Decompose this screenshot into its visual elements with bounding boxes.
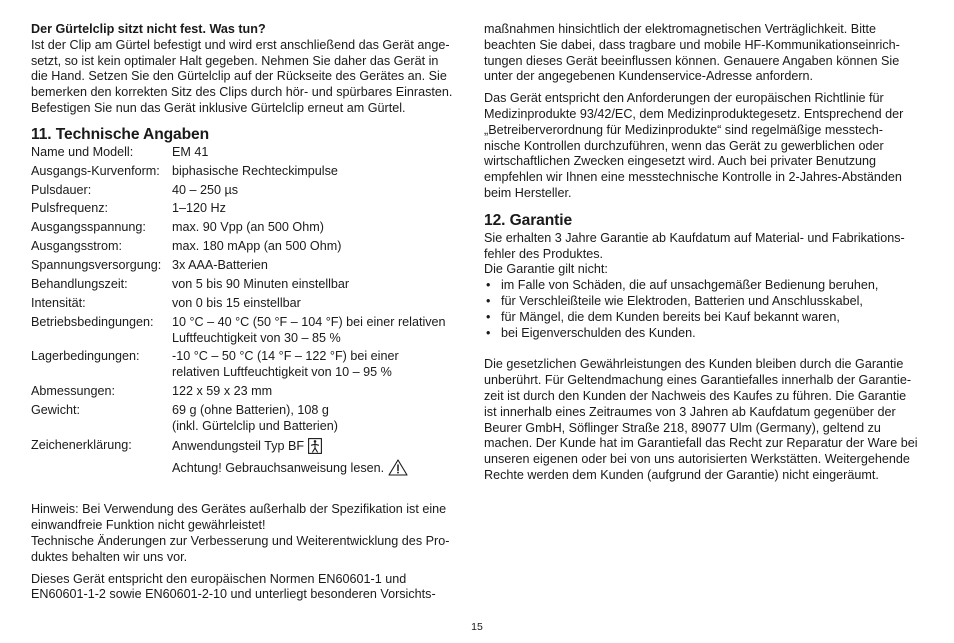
- text-line: Rechte werden dem Kunden (aufgrund der Garantie) nicht eingeräumt.: [484, 467, 879, 482]
- spec-value: EM 41: [172, 144, 209, 159]
- spec-key: Abmessungen:: [31, 384, 116, 399]
- text-line: Das Gerät entspricht den Anforderungen der europäischen Richtlinie für: [484, 91, 884, 106]
- text-line: Dieses Gerät entspricht den europäischen Normen EN60601-1 und: [31, 571, 407, 586]
- text-line: Sie erhalten 3 Jahre Garantie ab Kaufdatum auf Material- und Fabrikations-: [484, 230, 905, 245]
- spec-key: Pulsdauer:: [31, 182, 92, 197]
- spec-key: Spannungsversorgung:: [31, 258, 162, 273]
- spec-key: Behandlungszeit:: [31, 277, 128, 292]
- statutory-warranty-paragraph: [484, 357, 924, 483]
- text-line: wirtschaftlichen Zwecken eingesetzt wird. Auch bei privater Benutzung: [484, 154, 877, 169]
- spec-value: 1–120 Hz: [172, 201, 226, 216]
- text-line: bemerken den korrekten Sitz des Clips durch hör- und spürbares Einrasten.: [31, 85, 453, 100]
- spec-value: 122 x 59 x 23 mm: [172, 384, 273, 399]
- text-line: zeit ist durch den Kunden der Nachweis des Kaufes zu führen. Die Garantie: [484, 388, 907, 403]
- spec-value: 10 °C – 40 °C (50 °F – 104 °F) bei einer relativen Luftfeuchtigkeit von 30 – 85 %: [172, 314, 446, 345]
- spec-value: von 0 bis 15 einstellbar: [172, 295, 301, 310]
- text-line: unberührt. Für Geltendmachung eines Garantiefalles innerhalb der Garantie-: [484, 373, 912, 388]
- warranty-intro: [484, 231, 924, 278]
- spec-value: 69 g (ohne Batterien), 108 g (inkl. Gürtelclip und Batterien): [172, 403, 338, 433]
- text-line: EN60601-1-2 sowie EN60601-2-10 und unterliegt besonderen Vorsichts-: [31, 587, 436, 602]
- text-line: beim Hersteller.: [484, 185, 572, 200]
- text-line: beachten Sie dabei, dass tragbare und mobile HF-Kommunikationseinrich-: [484, 37, 900, 52]
- spec-value: Anwendungsteil Typ BF Achtung! Gebrauchsanweisung lesen.: [172, 438, 461, 481]
- text-line: Die gesetzlichen Gewährleistungen des Kunden bleiben durch die Garantie: [484, 357, 904, 372]
- spec-value: biphasische Rechteckimpulse: [172, 163, 338, 178]
- section-heading-warranty: 12. Garantie: [484, 211, 573, 229]
- right-column: [484, 22, 924, 484]
- note-paragraph: [31, 502, 461, 565]
- spec-key: Lagerbedingungen:: [31, 349, 140, 364]
- warranty-exclusions-list: [484, 278, 924, 341]
- text-line: „Betreiberverordnung für Medizinprodukte“ sind regelmäßige messtech-: [484, 122, 883, 137]
- spec-key: Gewicht:: [31, 403, 80, 418]
- spec-value: 40 – 250 µs: [172, 182, 239, 197]
- list-item: • im Falle von Schäden, die auf unsachgemäßer Bedienung beruhen,: [484, 278, 924, 294]
- text-line: Ist der Clip am Gürtel befestigt und wird erst anschließend das Gerät ange-: [31, 37, 450, 52]
- spec-key: Ausgangsspannung:: [31, 220, 146, 235]
- spec-table: [31, 145, 461, 481]
- list-item: • für Mängel, die dem Kunden bereits bei Kauf bekannt waren,: [484, 310, 924, 326]
- text-line: Beurer GmbH, Söflinger Straße 218, 89077 Ulm (Germany), geltend zu: [484, 420, 881, 435]
- clip-paragraph: [31, 38, 461, 117]
- spec-key: Pulsfrequenz:: [31, 201, 109, 216]
- spec-value: 3x AAA-Batterien: [172, 258, 268, 273]
- section-heading-technical-data: 11. Technische Angaben: [31, 125, 210, 143]
- bf-applied-part-icon: [308, 438, 322, 459]
- clip-heading: Der Gürtelclip sitzt nicht fest. Was tun?: [31, 22, 266, 36]
- spec-value: von 5 bis 90 Minuten einstellbar: [172, 277, 350, 292]
- left-column: [31, 22, 461, 603]
- text-line: setzt, so ist kein optimaler Halt gegeben. Nehmen Sie daher das Gerät in: [31, 53, 439, 68]
- warning-triangle-icon: [388, 459, 408, 481]
- text-line: maßnahmen hinsichtlich der elektromagnetischen Verträglichkeit. Bitte: [484, 22, 876, 36]
- text-line: ist innerhalb eines Zeitraumes von 3 Jahren ab Kaufdatum gegenüber der: [484, 404, 896, 419]
- list-item: • für Verschleißteile wie Elektroden, Batterien und Anschlusskabel,: [484, 294, 924, 310]
- text-line: unseren eigenen oder bei von uns autorisierten Werkstätten. Weitergehende: [484, 452, 910, 467]
- spec-key: Zeichenerklärung:: [31, 437, 132, 452]
- text-line: nische Kontrollen durchzuführen, wenn das Gerät zu gewerblichen oder: [484, 138, 884, 153]
- list-item: • bei Eigenverschulden des Kunden.: [484, 326, 924, 342]
- text-line: machen. Der Kunde hat im Garantiefall das Recht zur Reparatur der Ware bei: [484, 436, 918, 451]
- spec-value: max. 90 Vpp (an 500 Ohm): [172, 220, 324, 235]
- spec-value: -10 °C – 50 °C (14 °F – 122 °F) bei einer relativen Luftfeuchtigkeit von 10 – 95 %: [172, 349, 399, 380]
- spec-key: Betriebsbedingungen:: [31, 314, 154, 329]
- text-line: empfehlen wir Ihnen eine messtechnische Kontrolle in 2-Jahres-Abständen: [484, 170, 902, 185]
- spec-key: Intensität:: [31, 295, 86, 310]
- text-line: duktes behalten wir uns vor.: [31, 549, 188, 564]
- spec-value: max. 180 mApp (an 500 Ohm): [172, 239, 342, 254]
- text-line: Technische Änderungen zur Verbesserung und Weiterentwicklung des Pro-: [31, 533, 450, 548]
- text-line: unter der angegebenen Kundenservice-Adresse anfordern.: [484, 69, 814, 84]
- text-line: Befestigen Sie nun das Gerät inklusive Gürtelclip erneut am Gürtel.: [31, 100, 406, 115]
- spec-key: Name und Modell:: [31, 144, 134, 159]
- spec-key: Ausgangs-Kurvenform:: [31, 163, 160, 178]
- text-line: Medizinprodukte 93/42/EC, dem Medizinproduktegesetz. Entsprechend der: [484, 106, 904, 121]
- text-line: Die Garantie gilt nicht:: [484, 262, 608, 277]
- text-line: tungen dieses Gerät beeinflussen können. Genauere Angaben können Sie: [484, 53, 900, 68]
- spec-key: Ausgangsstrom:: [31, 239, 122, 254]
- text-line: fehler des Produktes.: [484, 246, 604, 261]
- norm-paragraph: [31, 572, 461, 604]
- emv-paragraph: [484, 22, 924, 85]
- page-number: 15: [471, 621, 483, 633]
- text-line: Hinweis: Bei Verwendung des Gerätes außerhalb der Spezifikation ist eine: [31, 502, 447, 517]
- text-line: die Hand. Setzen Sie den Gürtelclip auf der Rückseite des Gerätes an. Sie: [31, 69, 447, 84]
- directive-paragraph: [484, 91, 924, 202]
- text-line: einwandfreie Funktion nicht gewährleistet!: [31, 518, 266, 533]
